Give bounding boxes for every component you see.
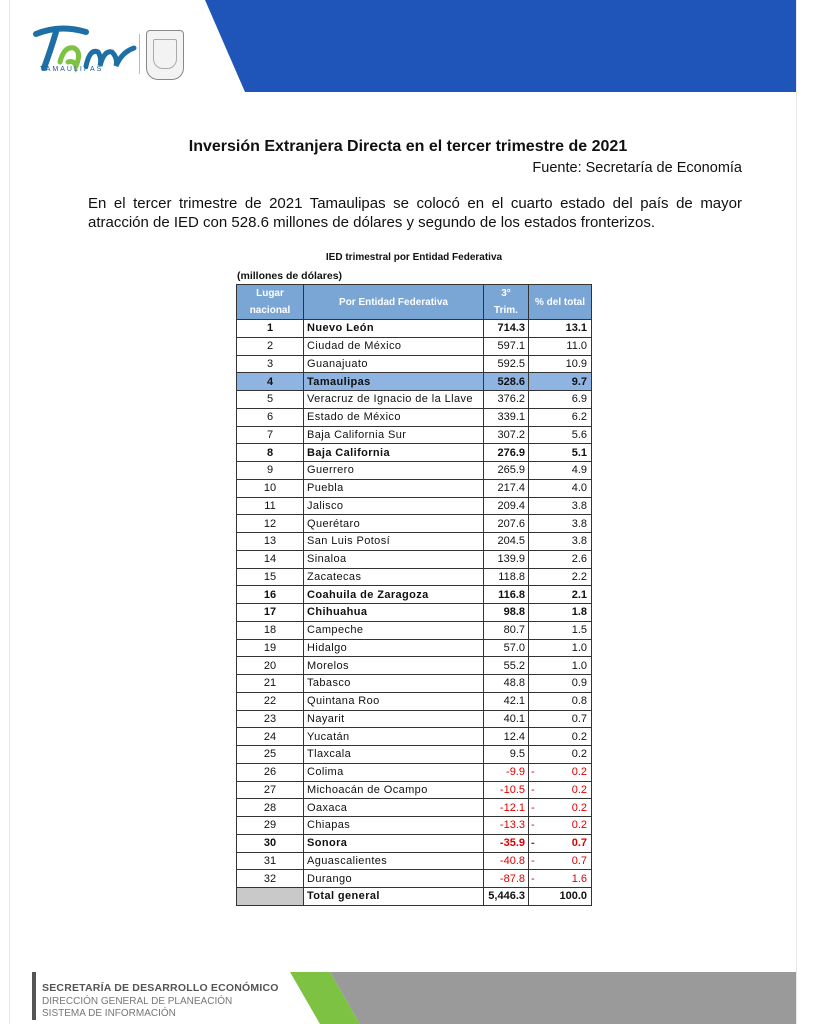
cell-pct: 0.9 (535, 675, 591, 693)
table-row (237, 391, 592, 409)
cell-rank: 9 (237, 462, 304, 480)
page-title: Inversión Extranjera Directa en el tercer trimestre de 2021 (188, 138, 628, 155)
cell-rank: 27 (237, 781, 304, 799)
cell-rank: 15 (237, 568, 304, 586)
cell-sign (529, 515, 536, 533)
cell-entity: Coahuila de Zaragoza (304, 586, 484, 604)
cell-rank: 20 (237, 657, 304, 675)
cell-value: -87.8 (484, 870, 529, 888)
table-row (237, 675, 592, 693)
cell-value: -10.5 (484, 781, 529, 799)
table-row (237, 799, 592, 817)
cell-pct: 0.2 (535, 763, 591, 781)
table-total-row (237, 888, 592, 906)
cell-pct: 2.1 (535, 586, 591, 604)
table-row (237, 834, 592, 852)
cell-total-sign (529, 888, 536, 906)
cell-value: 55.2 (484, 657, 529, 675)
table-caption: IED trimestral por Entidad Federativa (325, 252, 503, 263)
cell-pct: 6.2 (535, 408, 591, 426)
cell-sign (529, 639, 536, 657)
cell-pct: 2.6 (535, 550, 591, 568)
cell-value: 40.1 (484, 710, 529, 728)
header-pct: % del total (529, 285, 592, 320)
footer-accent-bar (32, 972, 36, 1020)
cell-value: 118.8 (484, 568, 529, 586)
header-rank-line1: Lugar (256, 288, 284, 299)
cell-rank: 3 (237, 355, 304, 373)
table-row (237, 426, 592, 444)
cell-entity: Sonora (304, 834, 484, 852)
cell-pct: 0.2 (535, 817, 591, 835)
cell-entity: Campeche (304, 621, 484, 639)
cell-total-label: Total general (304, 888, 484, 906)
table-units: (millones de dólares) (237, 270, 343, 282)
cell-value: 209.4 (484, 497, 529, 515)
cell-pct: 10.9 (535, 355, 591, 373)
cell-pct: 0.2 (535, 746, 591, 764)
cell-value: 265.9 (484, 462, 529, 480)
header-blue-band (205, 0, 796, 92)
cell-pct: 1.6 (535, 870, 591, 888)
cell-pct: 3.8 (535, 533, 591, 551)
cell-pct: 0.2 (535, 799, 591, 817)
table-row (237, 657, 592, 675)
cell-pct: 3.8 (535, 497, 591, 515)
cell-sign: - (529, 763, 536, 781)
cell-sign (529, 391, 536, 409)
cell-entity: Yucatán (304, 728, 484, 746)
cell-value: -12.1 (484, 799, 529, 817)
header-trim-line2: Trim. (494, 305, 518, 316)
cell-entity: Michoacán de Ocampo (304, 781, 484, 799)
cell-value: -9.9 (484, 763, 529, 781)
footer-decoration (290, 972, 796, 1024)
cell-sign: - (529, 799, 536, 817)
cell-entity: Guanajuato (304, 355, 484, 373)
cell-entity: Tlaxcala (304, 746, 484, 764)
cell-total-blank (237, 888, 304, 906)
table-header-row (237, 285, 592, 320)
cell-sign (529, 462, 536, 480)
table-row (237, 479, 592, 497)
cell-entity: San Luis Potosí (304, 533, 484, 551)
state-seal (146, 30, 184, 80)
header-entity: Por Entidad Federativa (304, 285, 484, 320)
cell-entity: Durango (304, 870, 484, 888)
cell-value: 714.3 (484, 320, 529, 338)
logo-subtitle: TAMAULIPAS (40, 66, 104, 73)
cell-pct: 13.1 (535, 320, 591, 338)
cell-value: 307.2 (484, 426, 529, 444)
cell-pct: 2.2 (535, 568, 591, 586)
cell-rank: 21 (237, 675, 304, 693)
cell-pct: 0.2 (535, 781, 591, 799)
table-row (237, 337, 592, 355)
cell-sign (529, 657, 536, 675)
cell-pct: 5.1 (535, 444, 591, 462)
cell-value: 42.1 (484, 692, 529, 710)
cell-pct: 0.7 (535, 852, 591, 870)
cell-sign (529, 675, 536, 693)
cell-entity: Nayarit (304, 710, 484, 728)
cell-value: 207.6 (484, 515, 529, 533)
cell-rank: 14 (237, 550, 304, 568)
header-rank (237, 285, 304, 320)
cell-rank: 25 (237, 746, 304, 764)
cell-value: 592.5 (484, 355, 529, 373)
cell-value: 116.8 (484, 586, 529, 604)
cell-entity: Sinaloa (304, 550, 484, 568)
table-row (237, 639, 592, 657)
footer-line1: SECRETARÍA DE DESARROLLO ECONÓMICO (42, 982, 279, 994)
cell-value: 57.0 (484, 639, 529, 657)
cell-sign (529, 586, 536, 604)
cell-entity: Oaxaca (304, 799, 484, 817)
cell-rank: 28 (237, 799, 304, 817)
cell-value: 276.9 (484, 444, 529, 462)
cell-sign (529, 337, 536, 355)
ied-table (236, 284, 592, 906)
cell-pct: 1.8 (535, 604, 591, 622)
table-row (237, 746, 592, 764)
cell-value: 48.8 (484, 675, 529, 693)
cell-sign (529, 710, 536, 728)
table-row (237, 621, 592, 639)
cell-value: -40.8 (484, 852, 529, 870)
cell-rank: 29 (237, 817, 304, 835)
cell-pct: 1.5 (535, 621, 591, 639)
cell-sign (529, 604, 536, 622)
cell-sign (529, 746, 536, 764)
cell-entity: Jalisco (304, 497, 484, 515)
cell-rank: 23 (237, 710, 304, 728)
cell-sign: - (529, 781, 536, 799)
cell-rank: 12 (237, 515, 304, 533)
cell-entity: Colima (304, 763, 484, 781)
cell-entity: Morelos (304, 657, 484, 675)
cell-sign (529, 444, 536, 462)
logo-separator (139, 34, 140, 74)
cell-sign (529, 355, 536, 373)
header-rank-line2: nacional (249, 305, 291, 316)
cell-value: 597.1 (484, 337, 529, 355)
cell-rank: 7 (237, 426, 304, 444)
intro-paragraph: En el tercer trimestre de 2021 Tamaulipas se colocó en el cuarto estado del país de mayor atracción de IED con 528.6 millones de dólares y segundo de los estados fronterizos. (88, 195, 742, 231)
cell-pct: 9.7 (535, 373, 591, 391)
cell-value: 528.6 (484, 373, 529, 391)
cell-sign (529, 621, 536, 639)
cell-sign (529, 426, 536, 444)
cell-rank: 5 (237, 391, 304, 409)
cell-entity: Ciudad de México (304, 337, 484, 355)
cell-sign (529, 728, 536, 746)
table-row (237, 710, 592, 728)
cell-entity: Baja California Sur (304, 426, 484, 444)
cell-sign: - (529, 852, 536, 870)
cell-pct: 0.7 (535, 710, 591, 728)
cell-value: 339.1 (484, 408, 529, 426)
table-row (237, 852, 592, 870)
footer-line2: DIRECCIÓN GENERAL DE PLANEACIÓN (42, 996, 233, 1007)
cell-value: 9.5 (484, 746, 529, 764)
table-row (237, 497, 592, 515)
cell-value: 12.4 (484, 728, 529, 746)
cell-rank: 6 (237, 408, 304, 426)
table-row (237, 515, 592, 533)
cell-rank: 11 (237, 497, 304, 515)
cell-entity: Chiapas (304, 817, 484, 835)
table-row (237, 586, 592, 604)
cell-rank: 1 (237, 320, 304, 338)
table-row (237, 781, 592, 799)
cell-pct: 0.2 (535, 728, 591, 746)
cell-entity: Aguascalientes (304, 852, 484, 870)
cell-pct: 0.8 (535, 692, 591, 710)
table-row (237, 550, 592, 568)
cell-rank: 17 (237, 604, 304, 622)
source-note: Fuente: Secretaría de Economía (532, 160, 742, 176)
cell-entity: Veracruz de Ignacio de la Llave (304, 391, 484, 409)
cell-entity: Zacatecas (304, 568, 484, 586)
cell-rank: 19 (237, 639, 304, 657)
cell-entity: Guerrero (304, 462, 484, 480)
cell-value: -35.9 (484, 834, 529, 852)
cell-pct: 0.7 (535, 834, 591, 852)
table-row (237, 817, 592, 835)
cell-rank: 16 (237, 586, 304, 604)
cell-value: 98.8 (484, 604, 529, 622)
cell-sign (529, 550, 536, 568)
cell-entity: Puebla (304, 479, 484, 497)
cell-total-value: 5,446.3 (484, 888, 529, 906)
cell-sign (529, 479, 536, 497)
table-row (237, 444, 592, 462)
cell-pct: 1.0 (535, 657, 591, 675)
cell-sign: - (529, 834, 536, 852)
cell-rank: 26 (237, 763, 304, 781)
cell-rank: 10 (237, 479, 304, 497)
table-row (237, 373, 592, 391)
header-trim (484, 285, 529, 320)
cell-rank: 22 (237, 692, 304, 710)
table-row (237, 408, 592, 426)
cell-pct: 4.0 (535, 479, 591, 497)
cell-sign (529, 373, 536, 391)
table-row (237, 462, 592, 480)
cell-entity: Estado de México (304, 408, 484, 426)
cell-sign: - (529, 870, 536, 888)
cell-entity: Hidalgo (304, 639, 484, 657)
cell-value: 376.2 (484, 391, 529, 409)
cell-sign (529, 568, 536, 586)
cell-sign (529, 533, 536, 551)
cell-entity: Quintana Roo (304, 692, 484, 710)
cell-pct: 3.8 (535, 515, 591, 533)
cell-rank: 13 (237, 533, 304, 551)
cell-rank: 24 (237, 728, 304, 746)
cell-rank: 30 (237, 834, 304, 852)
table-row (237, 533, 592, 551)
cell-pct: 5.6 (535, 426, 591, 444)
cell-value: -13.3 (484, 817, 529, 835)
cell-entity: Tabasco (304, 675, 484, 693)
cell-sign (529, 320, 536, 338)
cell-sign: - (529, 817, 536, 835)
header-trim-line1: 3° (501, 288, 511, 299)
cell-sign (529, 497, 536, 515)
table-row (237, 604, 592, 622)
cell-rank: 32 (237, 870, 304, 888)
cell-rank: 18 (237, 621, 304, 639)
cell-rank: 2 (237, 337, 304, 355)
cell-rank: 4 (237, 373, 304, 391)
cell-rank: 31 (237, 852, 304, 870)
cell-entity: Nuevo León (304, 320, 484, 338)
cell-pct: 1.0 (535, 639, 591, 657)
cell-value: 204.5 (484, 533, 529, 551)
cell-entity: Chihuahua (304, 604, 484, 622)
cell-value: 80.7 (484, 621, 529, 639)
cell-pct: 4.9 (535, 462, 591, 480)
table-row (237, 728, 592, 746)
cell-sign (529, 692, 536, 710)
table-row (237, 320, 592, 338)
cell-sign (529, 408, 536, 426)
table-row (237, 763, 592, 781)
table-row (237, 870, 592, 888)
cell-pct: 11.0 (535, 337, 591, 355)
cell-pct: 6.9 (535, 391, 591, 409)
table-body (237, 320, 592, 906)
footer-line3: SISTEMA DE INFORMACIÓN (42, 1008, 176, 1019)
table-row (237, 692, 592, 710)
cell-entity: Baja California (304, 444, 484, 462)
cell-rank: 8 (237, 444, 304, 462)
cell-entity: Tamaulipas (304, 373, 484, 391)
cell-value: 139.9 (484, 550, 529, 568)
table-row (237, 568, 592, 586)
cell-entity: Querétaro (304, 515, 484, 533)
cell-total-pct: 100.0 (535, 888, 591, 906)
table-row (237, 355, 592, 373)
cell-value: 217.4 (484, 479, 529, 497)
